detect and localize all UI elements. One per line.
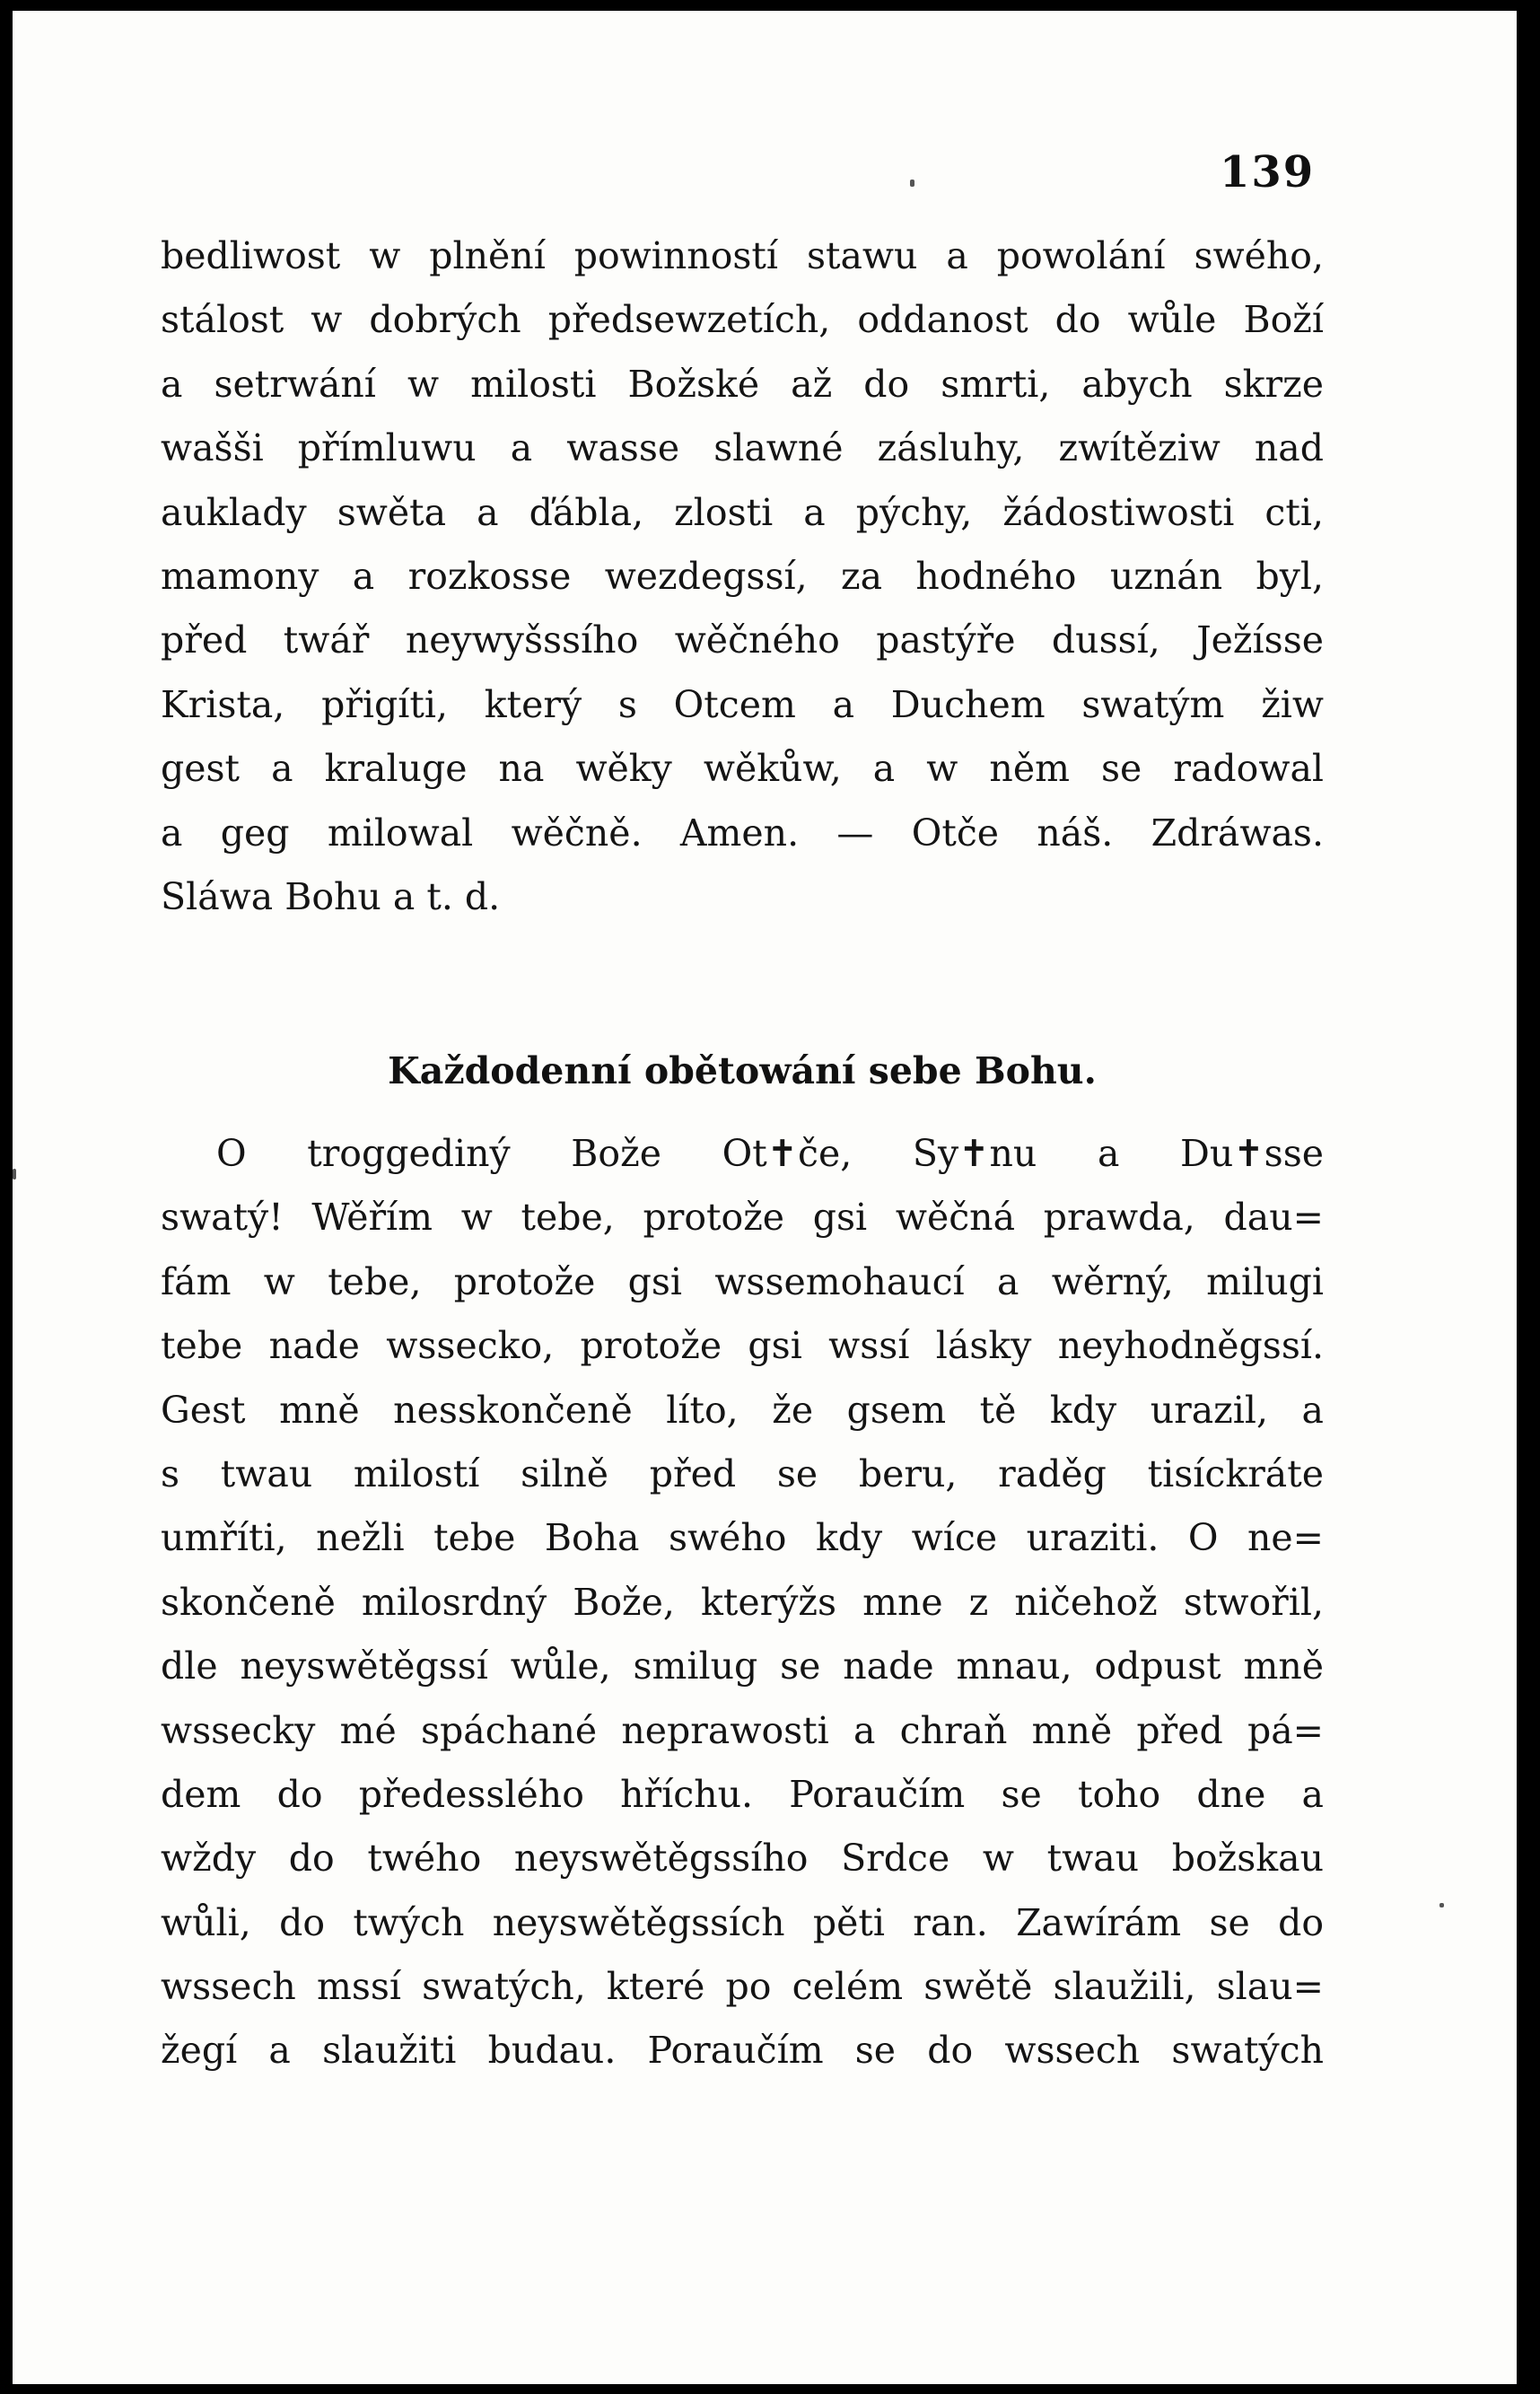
text-line: skončeně milosrdný Bože, kterýžs mne z ničehož stwořil, (161, 1580, 1324, 1624)
text-line: s twau milostí silně před se beru, raděg tisíckráte (161, 1451, 1324, 1495)
ink-speck (910, 180, 914, 187)
text-line: wůli, do twých neyswětěgssích pěti ran. Zawírám se do (161, 1900, 1324, 1944)
text-line: bedliwost w plnění powinností stawu a powolání swého, (161, 234, 1324, 277)
text-line: dem do předesslého hříchu. Poraučím se toho dne a (161, 1772, 1324, 1816)
ink-speck (13, 1169, 16, 1179)
text-line: tebe nade wssecko, protože gsi wssí lásky neyhodněgssí. (161, 1324, 1324, 1368)
text-line: žegí a slaužiti budau. Poraučím se do wssech swatých (161, 2029, 1324, 2073)
text-line: umříti, nežli tebe Boha swého kdy wíce uraziti. O ne= (161, 1516, 1324, 1560)
text-line: mamony a rozkosse wezdegssí, za hodného uznán byl, (161, 554, 1324, 598)
text-line: a geg milowal wěčně. Amen. — Otče náš. Zdráwas. (161, 811, 1324, 855)
page-number: 139 (1220, 147, 1316, 197)
text-line: swatý! Wěřím w tebe, protože gsi wěčná prawda, dau= (161, 1196, 1324, 1240)
paragraph-prayer-ending (161, 224, 1324, 929)
text-line: wždy do twého neyswětěgssího Srdce w twau božskau (161, 1837, 1324, 1881)
ink-speck (1439, 1903, 1444, 1907)
text-line: a setrwání w milosti Božské až do smrti, abych skrze (161, 362, 1324, 406)
text-line: před twář neywyšssího wěčného pastýře dussí, Ježísse (161, 618, 1324, 662)
section-heading: Každodenní obětowání sebe Bohu. (388, 1049, 1097, 1092)
text-line: wssech mssí swatých, které po celém swětě slaužili, slau= (161, 1965, 1324, 2009)
text-line: Gest mně nesskončeně líto, že gsem tě kdy urazil, a (161, 1388, 1324, 1432)
text-line: gest a kraluge na wěky wěkůw, a w něm se radowal (161, 747, 1324, 791)
book-page (13, 11, 1517, 2384)
text-line: stálost w dobrých předsewzetích, oddanost do wůle Boží (161, 298, 1324, 342)
text-line: wašši přímluwu a wasse slawné zásluhy, zwítěziw nad (161, 426, 1324, 470)
text-line: Krista, přigíti, který s Otcem a Duchem swatým žiw (161, 682, 1324, 726)
text-line: O troggediný Bože Ot✝če, Sy✝nu a Du✝sse (216, 1132, 1324, 1175)
text-line: dle neyswětěgssí wůle, smilug se nade mnau, odpust mně (161, 1644, 1324, 1688)
text-line: Sláwa Bohu a t. d. (161, 874, 501, 918)
text-line: wssecky mé spáchané neprawosti a chraň mně před pá= (161, 1708, 1324, 1752)
paragraph-daily-offering (161, 1122, 1324, 2083)
text-line: auklady swěta a ďábla, zlosti a pýchy, žádostiwosti cti, (161, 490, 1324, 534)
text-line: fám w tebe, protože gsi wssemohaucí a wěrný, milugi (161, 1259, 1324, 1303)
